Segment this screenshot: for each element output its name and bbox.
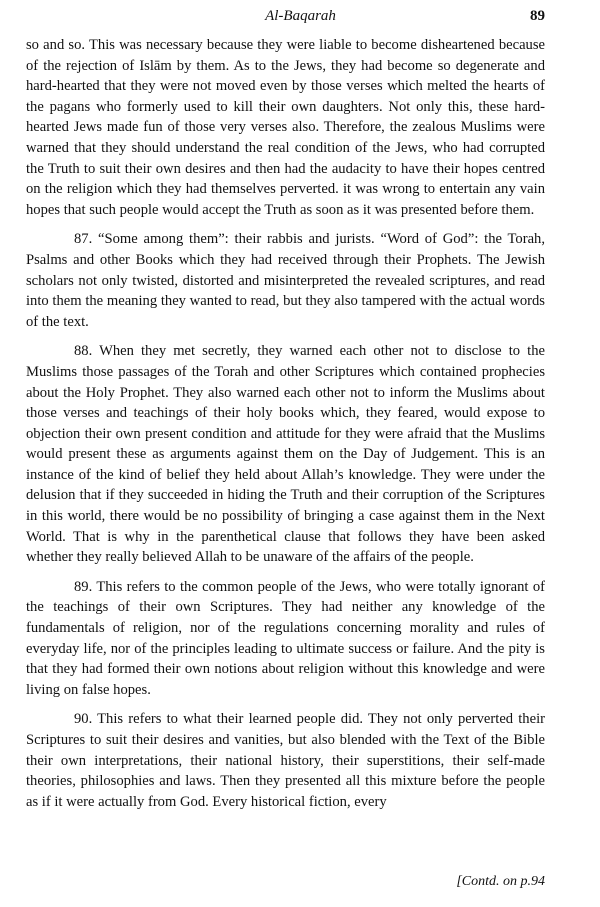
running-title: Al-Baqarah	[265, 8, 336, 24]
note-89: 89. This refers to the common people of the Jews, who were totally ignorant of the teachings of their own Scriptures. They had neither any knowledge of the fundamentals of religion, nor of the regulations concerning morality and rules of everyday life, nor of the principles leading to ultimate success or failure. And the pity is that they had formed their own notions about religion without this knowledge and were living on false hopes.	[26, 578, 545, 698]
paragraph-continued: so and so. This was necessary because they were liable to become disheartened because of the rejection of Islām by them. As to the Jews, they had become so degenerate and hard-hearted that they were not moved even by those verses which melted the hearts of the pagans who formerly used to kill their own daughters. Not only this, these hard-hearted Jews made fun of those very verses also. Therefore, the zealous Muslims were warned that they should understand the real condition of the Jews, who had corrupted the Truth to suit their own desires and then had the audacity to have their hopes centred on the religion which they had themselves perverted. it was wrong to entertain any vain hopes that such people would accept the Truth as soon as it was presented before them.	[26, 37, 545, 218]
note-87: 87. “Some among them”: their rabbis and jurists. “Word of God”: the Torah, Psalms and other Books which they had received through their Prophets. The Jewish scholars not only twisted, distorted and misinterpreted the revealed scriptures, and read into them the meaning they wanted to read, but they also tampered with the actual words of the text.	[26, 231, 545, 330]
continued-note: [Contd. on p.94	[456, 874, 545, 889]
page-number: 89	[530, 8, 545, 24]
note-90: 90. This refers to what their learned people did. They not only perverted their Scriptures to suit their desires and vanities, but also blended with the Text of the Bible their own interpretations, their national history, their superstitions, their self-made theories, philosophies and laws. Then they presented all this mixture before the people as if it were actually from God. Every historical fiction, every	[26, 711, 545, 810]
page-body	[26, 35, 545, 821]
note-88: 88. When they met secretly, they warned each other not to disclose to the Muslims those passages of the Torah and other Scriptures which contained prophecies about the Holy Prophet. They also warned each other not to inform the Muslims about those verses and teachings of their holy books which, they feared, would expose to objection their own present condition and attitude for they were afraid that the Muslims would present these as arguments against them on the Day of Judgement. This is an instance of the kind of belief they held about Allah’s knowledge. They were under the delusion that if they succeeded in hiding the Truth and their corruption of the Scriptures in this world, there would be no possibility of bringing a case against them in the Next World. That is why in the parenthetical clause that follows they have been asked whether they really believed Allah to be unaware of the affairs of the people.	[26, 343, 545, 566]
page-header	[26, 6, 545, 30]
